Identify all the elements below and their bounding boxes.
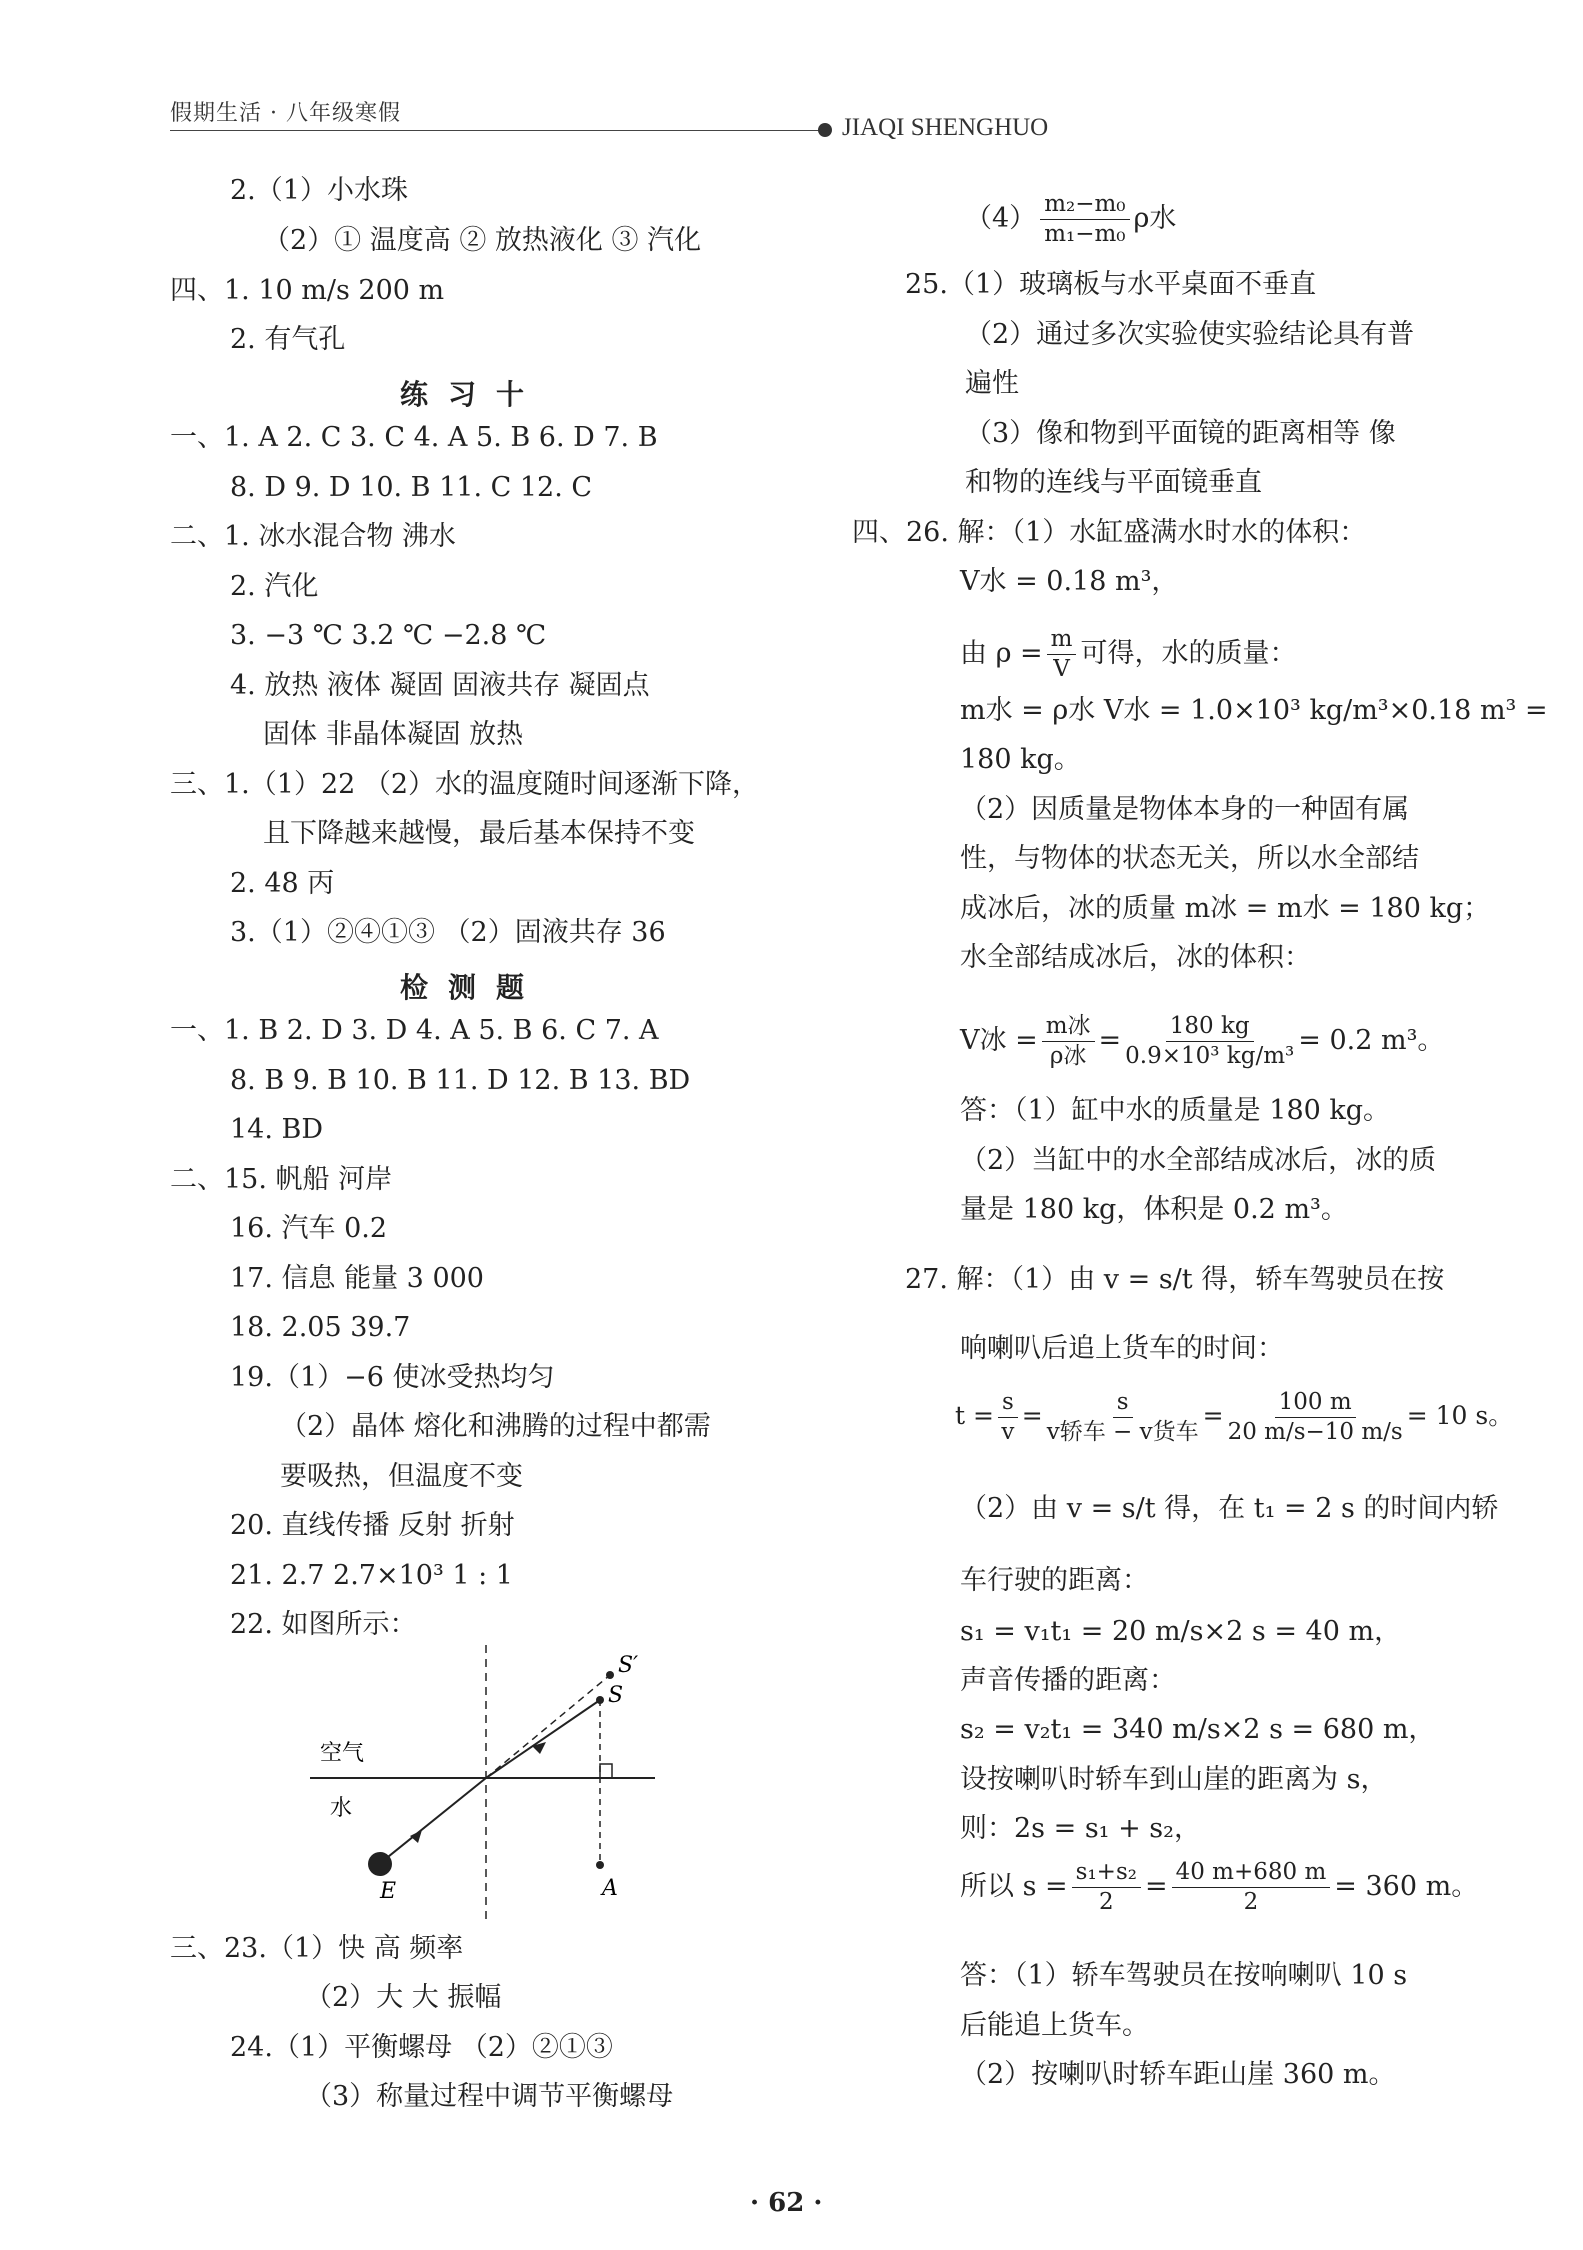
section-title: 练习十 (400, 378, 545, 411)
left-answer-line: 17. 信息 能量 3 000 (230, 1263, 484, 1294)
refracted-ray (378, 1778, 486, 1865)
left-answer-line: 一、1. B 2. D 3. D 4. A 5. B 6. C 7. A (170, 1015, 659, 1046)
header-dot (818, 123, 832, 137)
fraction (1125, 1012, 1294, 1071)
left-answer-line: 二、1. 冰水混合物 沸水 (170, 521, 456, 552)
right-answer-line: 成冰后，冰的质量 m冰 = m水 = 180 kg； (960, 893, 1491, 924)
right-answer-line: 四、26. 解：（1）水缸盛满水时水的体积： (852, 517, 1367, 548)
left-answer-line: 14. BD (230, 1114, 324, 1145)
left-answer-line: 16. 汽车 0.2 (230, 1213, 388, 1244)
left-answer-line: （2）大 大 振幅 (305, 1982, 502, 2013)
left-answer-line: 2.（1）小水珠 (230, 175, 408, 206)
right-answer-line: V水 = 0.18 m³， (960, 566, 1179, 597)
numerator: s (1113, 1388, 1133, 1418)
right-answer-line: s₂ = v₂t₁ = 340 m/s×2 s = 680 m， (960, 1714, 1436, 1745)
left-answer-line: 二、15. 帆船 河岸 (170, 1164, 393, 1195)
right-answer-line: 车行驶的距离： (960, 1565, 1149, 1596)
label-air: 空气 (320, 1741, 365, 1766)
denominator: 2 (1243, 1888, 1259, 1915)
right-answer-line: 则：2s = s₁ + s₂， (960, 1813, 1201, 1844)
left-answer-line: 21. 2.7 2.7×10³ 1 : 1 (230, 1560, 513, 1591)
header-right: JIAQI SHENGHUO (842, 114, 1049, 141)
numerator: 40 m+680 m (1172, 1858, 1331, 1888)
eye-dot (368, 1852, 392, 1876)
left-answer-line: 且下降越来越慢，最后基本保持不变 (263, 818, 695, 849)
left-answer-line: 固体 非晶体凝固 放热 (263, 719, 524, 750)
right-answer-line: （2）按喇叭时轿车距山崖 360 m。 (960, 2059, 1396, 2090)
label-s: S (608, 1683, 624, 1708)
denominator: v轿车 − v货车 (1046, 1418, 1199, 1445)
formula-text: V冰 = (960, 1024, 1038, 1056)
formula-text: = (1021, 1400, 1043, 1430)
formula-text: = 0.2 m³。 (1298, 1024, 1445, 1056)
left-answer-line: 要吸热，但温度不变 (280, 1461, 523, 1492)
virtual-ray (486, 1675, 610, 1778)
point-s-prime (606, 1671, 614, 1679)
right-answer-line: 后能追上货车。 (960, 2010, 1149, 2041)
right-answer-line: （2）当缸中的水全部结成冰后，冰的质 (960, 1145, 1437, 1176)
section-title: 检测题 (400, 971, 545, 1004)
denominator: 20 m/s−10 m/s (1227, 1418, 1403, 1445)
right-answer-line: m水 = ρ水 V水 = 1.0×10³ kg/m³×0.18 m³ = (960, 695, 1548, 726)
right-answer-line: 量是 180 kg，体积是 0.2 m³。 (960, 1194, 1348, 1225)
label-s-prime: S′ (618, 1653, 639, 1678)
left-answer-line: （3）称量过程中调节平衡螺母 (305, 2081, 674, 2112)
reflected-ray (486, 1700, 600, 1778)
formula-27-time (955, 1388, 1513, 1447)
right-answer-line: 遍性 (965, 368, 1019, 399)
fraction (1040, 190, 1129, 249)
numerator: 100 m (1275, 1388, 1356, 1418)
numerator: m₂−m₀ (1040, 190, 1129, 220)
right-answer-line: 设按喇叭时轿车到山崖的距离为 s， (960, 1764, 1388, 1795)
formula-text: = 360 m。 (1334, 1870, 1479, 1902)
right-answer-line: 性，与物体的状态无关，所以水全部结 (960, 843, 1419, 874)
right-answer-line: 和物的连线与平面镜垂直 (965, 467, 1262, 498)
label-a: A (602, 1876, 618, 1901)
left-answer-line: 24.（1）平衡螺母 （2）②①③ (230, 2032, 613, 2063)
right-answer-line: 答：（1）缸中水的质量是 180 kg。 (960, 1095, 1391, 1126)
left-answer-line: （2）晶体 熔化和沸腾的过程中都需 (280, 1411, 711, 1442)
right-answer-line: （2）由 v = s/t 得，在 t₁ = 2 s 的时间内轿 (960, 1493, 1499, 1524)
formula-text: ρ水 (1133, 202, 1177, 234)
right-answer-line: 响喇叭后追上货车的时间： (960, 1333, 1284, 1364)
formula-27-distance (960, 1858, 1478, 1917)
right-answer-line: 声音传播的距离： (960, 1665, 1176, 1696)
formula-text: = (1098, 1024, 1122, 1056)
left-answer-line: 18. 2.05 39.7 (230, 1312, 411, 1343)
right-answer-line: 180 kg。 (960, 744, 1081, 775)
denominator: m₁−m₀ (1044, 220, 1126, 247)
arrow-head (532, 1742, 546, 1754)
denominator: ρ冰 (1049, 1042, 1087, 1069)
formula-26-ice-volume (960, 1012, 1444, 1071)
numerator: s₁+s₂ (1072, 1858, 1141, 1888)
fraction (1228, 1388, 1403, 1447)
formula-26-density (960, 625, 1296, 684)
left-answer-line: 四、1. 10 m/s 200 m (170, 275, 445, 306)
arrow-head (410, 1830, 422, 1843)
formula-text: = (1144, 1870, 1168, 1902)
refraction-diagram (300, 1640, 680, 1930)
right-answer-line: s₁ = v₁t₁ = 20 m/s×2 s = 40 m， (960, 1616, 1402, 1647)
left-answer-line: 4. 放热 液体 凝固 固液共存 凝固点 (230, 670, 650, 701)
numerator: m (1047, 625, 1077, 655)
fraction (1042, 1012, 1095, 1071)
right-answer-line: （2）通过多次实验使实验结论具有普 (965, 319, 1415, 350)
formula-text: 所以 s = (960, 1870, 1068, 1902)
page-number: · 62 · (750, 2188, 823, 2218)
formula-text: 由 ρ = (960, 637, 1043, 669)
denominator: 2 (1099, 1888, 1114, 1915)
point-s (596, 1696, 604, 1704)
label-water: 水 (330, 1796, 353, 1821)
left-answer-line: 3. −3 ℃ 3.2 ℃ −2.8 ℃ (230, 620, 547, 651)
right-answer-line: 答：（1）轿车驾驶员在按响喇叭 10 s (960, 1960, 1408, 1991)
formula-text: = 10 s。 (1406, 1400, 1514, 1430)
left-answer-line: 20. 直线传播 反射 折射 (230, 1510, 515, 1541)
fraction (1047, 625, 1077, 684)
numerator: s (998, 1388, 1018, 1418)
fraction (1072, 1858, 1141, 1917)
left-answer-line: 2. 有气孔 (230, 324, 346, 355)
point-a (596, 1861, 604, 1869)
left-answer-line: 19.（1）−6 使冰受热均匀 (230, 1362, 555, 1393)
right-answer-line: （2）因质量是物体本身的一种固有属 (960, 794, 1410, 825)
denominator: v (1001, 1418, 1015, 1445)
left-answer-line: 三、1.（1）22 （2）水的温度随时间逐渐下降， (170, 769, 760, 800)
right-answer-line: （3）像和物到平面镜的距离相等 像 (965, 418, 1396, 449)
left-answer-line: 3.（1）②④①③ （2）固液共存 36 (230, 917, 666, 948)
formula-text: （4） (965, 202, 1037, 234)
numerator: 180 kg (1166, 1012, 1254, 1042)
left-answer-line: 22. 如图所示： (230, 1609, 417, 1640)
formula-text: 可得，水的质量： (1080, 637, 1297, 669)
formula-24-4 (965, 190, 1176, 249)
left-answer-line: 三、23.（1）快 高 频率 (170, 1933, 464, 1964)
right-angle-mark (600, 1764, 612, 1778)
fraction (1172, 1858, 1331, 1917)
formula-text: t = (955, 1400, 994, 1430)
left-answer-line: 2. 汽化 (230, 571, 319, 602)
right-answer-line: 27. 解：（1）由 v = s/t 得，轿车驾驶员在按 (905, 1264, 1445, 1295)
left-answer-line: 2. 48 丙 (230, 868, 335, 899)
label-e: E (380, 1879, 397, 1904)
left-answer-line: 8. D 9. D 10. B 11. C 12. C (230, 472, 593, 503)
denominator: V (1053, 655, 1070, 682)
denominator: 0.9×10³ kg/m³ (1125, 1042, 1295, 1069)
left-answer-line: 8. B 9. B 10. B 11. D 12. B 13. BD (230, 1065, 691, 1096)
formula-text: = (1202, 1400, 1224, 1430)
numerator: m冰 (1042, 1012, 1095, 1042)
left-answer-line: （2）① 温度高 ② 放热液化 ③ 汽化 (263, 225, 702, 256)
header-rule (170, 130, 820, 131)
header-left: 假期生活 · 八年级寒假 (170, 101, 401, 126)
right-answer-line: 25.（1）玻璃板与水平桌面不垂直 (905, 269, 1317, 300)
fraction (1047, 1388, 1199, 1447)
left-answer-line: 一、1. A 2. C 3. C 4. A 5. B 6. D 7. B (170, 422, 658, 453)
right-answer-line: 水全部结成冰后，冰的体积： (960, 942, 1311, 973)
fraction (998, 1388, 1018, 1447)
